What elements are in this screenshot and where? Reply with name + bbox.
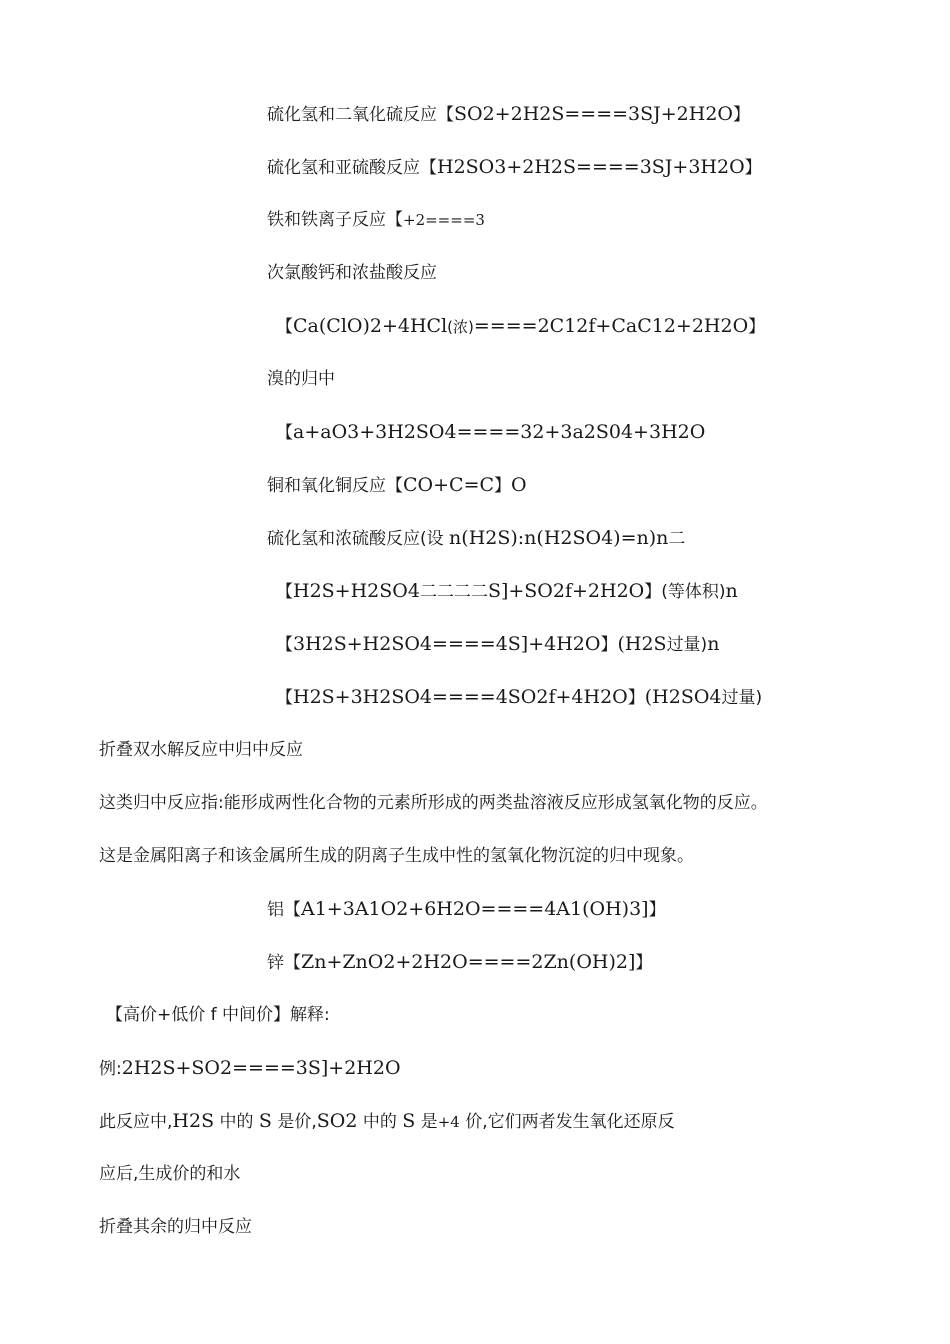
rule-high-low-valence: 【高价+低价 f 中间价】解释: [106,1005,330,1025]
heading-h2s-h2so4: 硫化氢和浓硫酸反应(设 n(H2S):n(H2SO4)=n)n二 [267,527,686,549]
reaction-zinc: 锌【Zn+ZnO2+2H2O====2Zn(OH)2]】 [267,951,653,973]
reaction-h2s-excess: 【3H2S+H2SO4====4S]+4H2O】(H2S过量)n [276,633,720,655]
reaction-h2s-h2so3: 硫化氢和亚硫酸反应【H2SO3+2H2S====3SJ+3H2O】 [267,156,762,178]
paragraph-explanation: 这是金属阳离子和该金属所生成的阴离子生成中性的氢氧化物沉淀的归中现象。 [99,846,694,866]
paragraph-definition: 这类归中反应指:能形成两性化合物的元素所形成的两类盐溶液反应形成氢氧化物的反应。 [99,793,768,813]
example-reaction: 例:2H2S+SO2====3S]+2H2O [99,1057,401,1079]
heading-caclo2-hcl: 次氯酸钙和浓盐酸反应 [267,263,437,283]
reaction-bromine: 【a+aO3+3H2SO4====32+3a2S04+3H2O [276,421,706,443]
heading-bromine: 溴的归中 [267,369,335,389]
reaction-cu-cuo: 铜和氧化铜反应【CO+C=C】O [267,474,527,496]
paragraph-example-explanation: 此反应中,H2S 中的 S 是价,SO2 中的 S 是+4 价,它们两者发生氧化还原反 [99,1110,675,1132]
paragraph-example-continued: 应后,生成价的和水 [99,1164,241,1184]
reaction-h2s-h2so4-equal: 【H2S+H2SO4二二二二S]+SO2f+2H2O】(等体积)n [276,580,738,602]
reaction-h2so4-excess: 【H2S+3H2SO4====4SO2f+4H2O】(H2SO4过量) [276,686,763,708]
reaction-fe-fe3: 铁和铁离子反应【+2====3 [267,210,485,230]
reaction-h2s-so2: 硫化氢和二氧化硫反应【SO2+2H2S====3SJ+2H2O】 [267,103,751,125]
reaction-aluminum: 铝【A1+3A1O2+6H2O====4A1(OH)3]】 [267,898,666,920]
section-heading-hydrolysis: 折叠双水解反应中归中反应 [99,740,303,760]
section-heading-other: 折叠其余的归中反应 [99,1217,252,1237]
reaction-caclo2-hcl: 【Ca(ClO)2+4HCl(浓)====2C12f+CaC12+2H2O】 [276,315,766,337]
